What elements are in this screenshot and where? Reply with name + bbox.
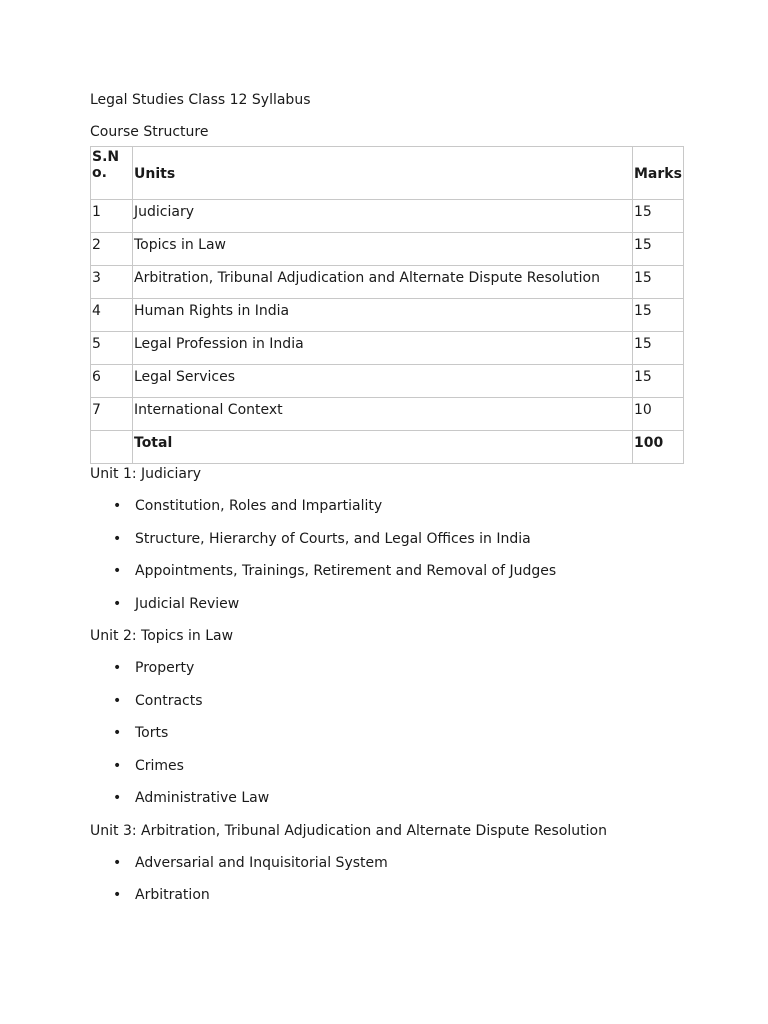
unit-heading: Unit 2: Topics in Law: [90, 628, 234, 644]
cell-unit: Topics in Law: [133, 233, 633, 266]
topic-text: Crimes: [135, 757, 184, 774]
bullet-icon: •: [113, 530, 122, 547]
cell-unit: Arbitration, Tribunal Adjudication and Alternate Dispute Resolution: [133, 266, 633, 299]
cell-sno: 7: [91, 398, 133, 431]
topic-text: Structure, Hierarchy of Courts, and Legal Offices in India: [135, 530, 531, 547]
list-item: [90, 723, 690, 756]
unit-heading: Unit 1: Judiciary: [90, 466, 202, 482]
cell-sno: 5: [91, 332, 133, 365]
cell-marks: 15: [633, 200, 684, 233]
cell-marks: 10: [633, 398, 684, 431]
cell-marks: 15: [633, 332, 684, 365]
bullet-icon: •: [113, 692, 122, 709]
cell-unit: Human Rights in India: [133, 299, 633, 332]
cell-sno: 2: [91, 233, 133, 266]
bullet-icon: •: [113, 595, 122, 612]
cell-unit: International Context: [133, 398, 633, 431]
topic-text: Constitution, Roles and Impartiality: [135, 498, 383, 514]
bullet-icon: •: [113, 887, 122, 903]
document-page: [90, 90, 690, 918]
bullet-icon: •: [113, 790, 122, 806]
topic-text: Arbitration: [135, 887, 210, 903]
cell-marks: 15: [633, 365, 684, 398]
topic-text: Administrative Law: [135, 790, 270, 806]
list-item: [90, 529, 690, 562]
cell-marks: 15: [633, 266, 684, 299]
cell-total-label: Total: [133, 431, 633, 464]
table-row: [91, 398, 684, 431]
list-item: [90, 756, 690, 789]
bullet-icon: •: [113, 498, 122, 514]
cell-marks: 15: [633, 233, 684, 266]
bullet-icon: •: [113, 757, 122, 774]
cell-unit: Legal Profession in India: [133, 332, 633, 365]
list-item: [90, 691, 690, 724]
list-item: [90, 658, 690, 691]
list-item: [90, 496, 690, 529]
table-row: [91, 200, 684, 233]
topic-text: Contracts: [135, 692, 203, 709]
header-sno: S.No.: [91, 147, 133, 200]
unit-heading: Unit 3: Arbitration, Tribunal Adjudication and Alternate Dispute Resolution: [90, 822, 607, 839]
list-item: [90, 788, 690, 821]
table-row: [91, 299, 684, 332]
cell-unit: Judiciary: [133, 200, 633, 233]
header-marks: Marks: [633, 147, 684, 200]
topic-text: Judicial Review: [135, 595, 240, 612]
table-row: [91, 266, 684, 299]
table-row: [91, 332, 684, 365]
unit-2-section: [90, 626, 690, 821]
table-row: [91, 365, 684, 398]
list-item: [90, 853, 690, 886]
course-structure-table: [90, 146, 684, 464]
cell-unit: Legal Services: [133, 365, 633, 398]
header-units: Units: [133, 147, 633, 200]
topic-list: [90, 853, 690, 918]
table-total-row: [91, 431, 684, 464]
document-title: Legal Studies Class 12 Syllabus: [90, 92, 311, 108]
unit-1-section: [90, 464, 690, 626]
cell-sno: [91, 431, 133, 464]
bullet-icon: •: [113, 563, 122, 579]
bullet-icon: •: [113, 660, 122, 676]
topic-text: Property: [135, 660, 195, 676]
bullet-icon: •: [113, 725, 122, 741]
document-subtitle: Course Structure: [90, 124, 209, 140]
unit-3-section: [90, 821, 690, 918]
bullet-icon: •: [113, 854, 122, 871]
cell-total-marks: 100: [633, 431, 684, 464]
cell-sno: 6: [91, 365, 133, 398]
cell-sno: 3: [91, 266, 133, 299]
list-item: [90, 885, 690, 918]
topic-text: Adversarial and Inquisitorial System: [135, 854, 388, 871]
topic-list: [90, 496, 690, 626]
list-item: [90, 561, 690, 594]
topic-list: [90, 658, 690, 821]
table-header-row: [91, 147, 684, 200]
table-row: [91, 233, 684, 266]
cell-marks: 15: [633, 299, 684, 332]
list-item: [90, 594, 690, 627]
cell-sno: 4: [91, 299, 133, 332]
topic-text: Torts: [135, 725, 169, 741]
topic-text: Appointments, Trainings, Retirement and Removal of Judges: [135, 563, 557, 579]
cell-sno: 1: [91, 200, 133, 233]
